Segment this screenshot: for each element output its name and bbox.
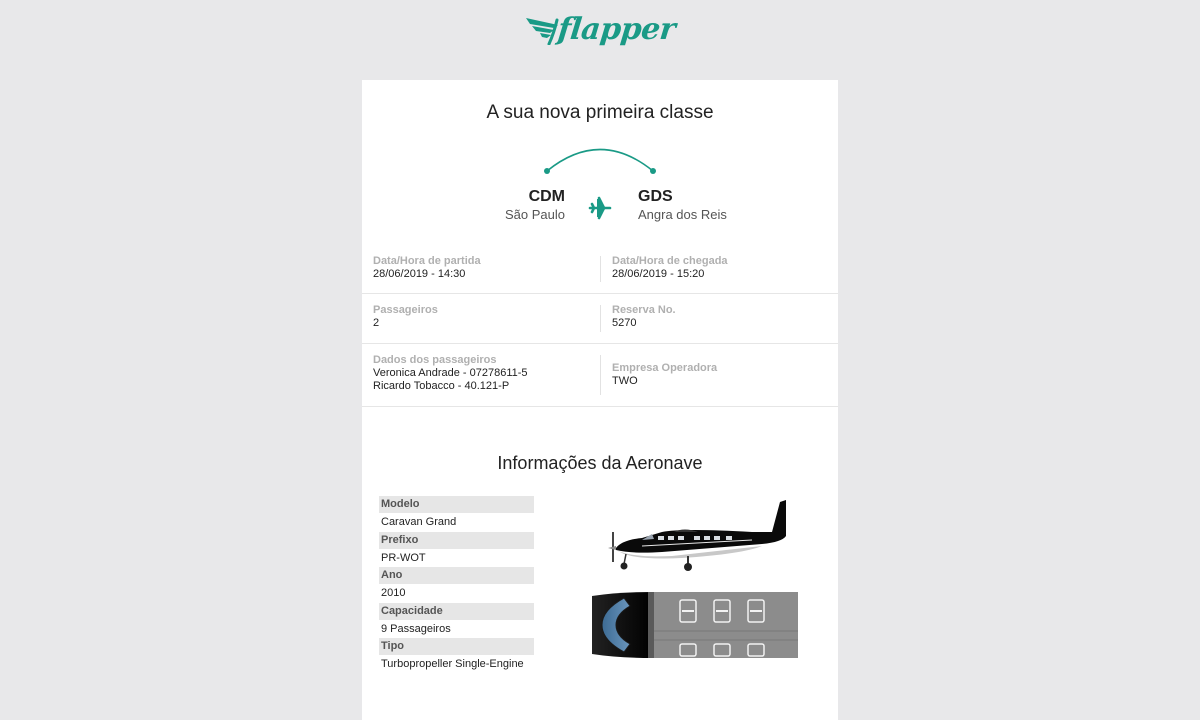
destination-city: Angra dos Reis [638,207,727,222]
departure-label: Data/Hora de partida [373,255,481,267]
spec-value-capacity: 9 Passageiros [381,622,451,635]
booking-details [362,245,838,407]
spec-label-capacity: Capacidade [379,603,534,620]
spec-label-type: Tipo [379,638,534,655]
departure-value: 28/06/2019 - 14:30 [373,268,466,280]
reservation-info [600,294,838,343]
route-arc-icon [542,142,658,176]
arrival-value: 28/06/2019 - 15:20 [612,268,705,280]
departure-info [362,245,600,293]
operator-info [600,344,838,406]
booking-card [362,80,838,720]
airplane-icon [588,196,612,220]
aircraft-specs [379,496,534,674]
details-row-dates [362,245,838,294]
destination-airport [638,188,727,222]
passenger-data-label: Dados dos passageiros [373,354,497,366]
flight-route [362,142,838,232]
passengers-value: 2 [373,317,380,329]
spec-value-model: Caravan Grand [381,516,457,528]
aircraft-section-title: Informações da Aeronave [497,453,703,473]
page-title: A sua nova primeira classe [486,102,714,123]
origin-code: CDM [528,188,565,205]
spec-label-model: Modelo [379,496,534,513]
details-row-passenger-data [362,344,838,407]
cabin-seat-map-icon [588,590,800,660]
operator-value: TWO [612,375,638,387]
reservation-value: 5270 [612,317,637,329]
aircraft-side-view-icon [602,496,792,574]
spec-label-prefix: Prefixo [379,532,534,549]
passenger-1: Veronica Andrade - 07278611-5 [373,367,528,379]
spec-value-year: 2010 [381,587,406,599]
arrival-info [600,245,838,293]
passengers-label: Passageiros [373,304,438,316]
flapper-logo[interactable] [524,12,678,47]
brand-name: flapper [556,12,678,47]
operator-label: Empresa Operadora [612,362,718,374]
header [0,0,1200,80]
passenger-data-info [362,344,600,406]
destination-code: GDS [638,188,673,205]
origin-airport [505,188,565,222]
passenger-2: Ricardo Tobacco - 40.121-P [373,380,510,392]
details-row-passengers [362,294,838,344]
arrival-label: Data/Hora de chegada [612,255,728,267]
origin-city: São Paulo [505,207,565,222]
spec-value-type: Turbopropeller Single-Engine [381,658,524,670]
passengers-info [362,294,600,343]
reservation-label: Reserva No. [612,304,676,316]
spec-value-prefix: PR-WOT [381,551,426,564]
spec-label-year: Ano [379,567,534,584]
